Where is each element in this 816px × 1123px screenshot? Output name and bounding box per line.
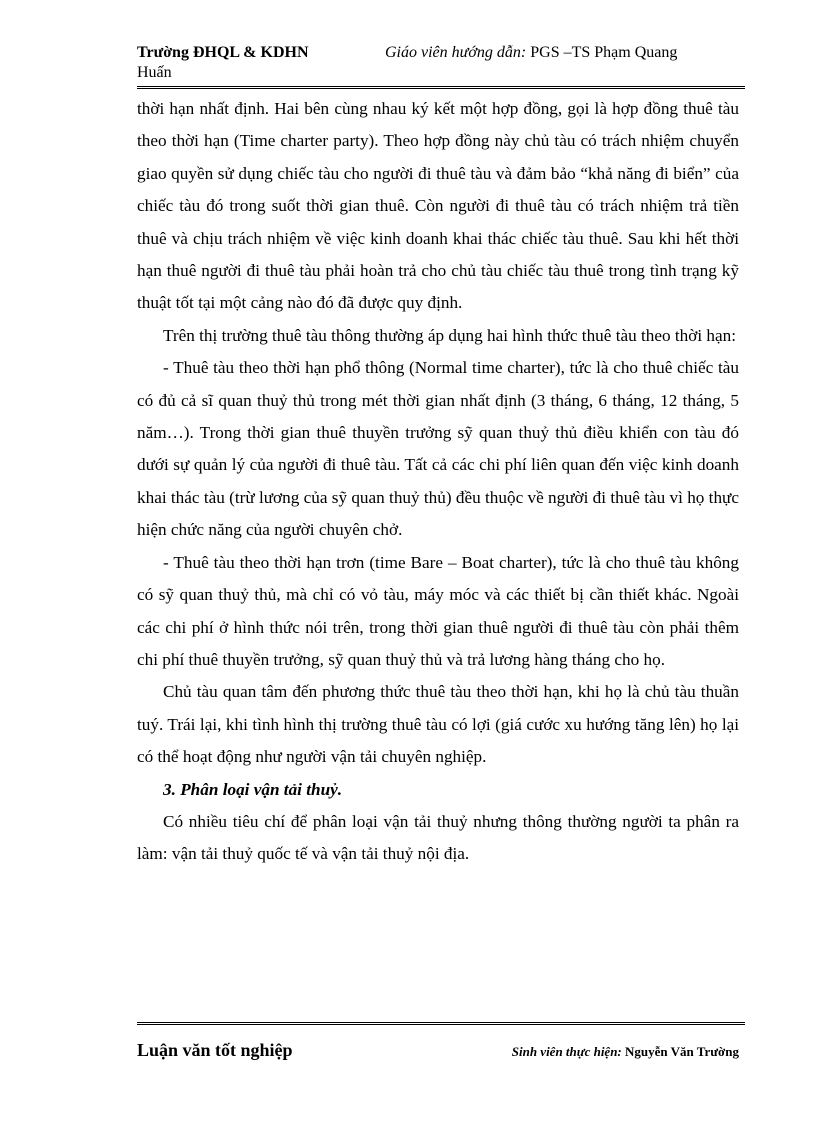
- body-paragraph-2: Trên thị trường thuê tàu thông thường áp dụng hai hình thức thuê tàu theo thời hạn:: [163, 325, 736, 345]
- header-advisor-name: PGS –TS Phạm Quang: [526, 44, 678, 61]
- header-divider: [137, 86, 745, 89]
- header-advisor: [385, 44, 677, 62]
- body-paragraph-1: thời hạn nhất định. Hai bên cùng nhau ký kết một hợp đồng, gọi là hợp đồng thuê tàu theo thời hạn (Time charter party). Theo hợp đồng này chủ tàu có trách nhiệm chuyển giao quyền sử dụng chiếc tàu cho người đi thuê tàu và đảm bảo “khả năng đi biển” của chiếc tàu đó trong suốt thời gian thuê. Còn người đi thuê tàu có trách nhiệm trả tiền thuê và chịu trách nhiệm về việc kinh doanh khai thác chiếc tàu thuê. Sau khi hết thời hạn thuê người đi thuê tàu phải hoàn trả cho chủ tàu chiếc tàu thuê trong tình trạng kỹ thuật tốt tại một cảng nào đó đã được quy định.: [137, 99, 739, 313]
- body-paragraph-4: - Thuê tàu theo thời hạn trơn (time Bare – Boat charter), tức là cho thuê tàu không có sỹ quan thuỷ thủ, mà chỉ có vỏ tàu, máy móc và các thiết bị cần thiết khác. Ngoài các chi phí ở hình thức nói trên, trong thời gian thuê người đi thuê tàu còn phải thêm chi phí thuê thuyền trưởng, sỹ quan thuỷ thủ và trả lương hàng tháng cho họ.: [137, 552, 739, 669]
- footer-divider: [137, 1022, 745, 1025]
- page-body: [137, 93, 739, 871]
- footer-thesis-title: Luận văn tốt nghiệp: [137, 1040, 293, 1060]
- page-footer: [137, 1040, 743, 1068]
- header-advisor-continuation: Huấn: [137, 64, 172, 81]
- page-header: [137, 44, 743, 84]
- header-advisor-label: Giáo viên hướng dẫn:: [385, 44, 527, 61]
- header-school-name: Trường ĐHQL & KDHN: [137, 44, 309, 61]
- footer-student-name: Nguyễn Văn Trường: [621, 1044, 739, 1059]
- body-paragraph-5: Chủ tàu quan tâm đến phương thức thuê tàu theo thời hạn, khi họ là chủ tàu thuần tuý. Trái lại, khi tình hình thị trường thuê tàu có lợi (giá cước xu hướng tăng lên) họ lại có thể hoạt động như người vận tải chuyên nghiệp.: [137, 682, 739, 767]
- footer-student: [512, 1044, 739, 1060]
- section-heading: 3. Phân loại vận tải thuỷ.: [163, 779, 343, 799]
- body-paragraph-6: Có nhiều tiêu chí để phân loại vận tải thuỷ nhưng thông thường người ta phân ra làm: vận tải thuỷ quốc tế và vận tải thuỷ nội địa.: [137, 811, 739, 864]
- body-paragraph-3: - Thuê tàu theo thời hạn phổ thông (Normal time charter), tức là cho thuê chiếc tàu có đủ cả sĩ quan thuỷ thủ trong mét thời gian nhất định (3 tháng, 6 tháng, 12 tháng, 5 năm…). Trong thời gian thuê thuyền trưởng sỹ quan thuỷ thủ điều khiển con tàu đó dưới sự quản lý của người đi thuê tàu. Tất cả các chi phí liên quan đến việc kinh doanh khai thác tàu (trừ lương của sỹ quan thuỷ thủ) đều thuộc về người đi thuê tàu vì họ thực hiện chức năng của người chuyên chở.: [137, 358, 739, 540]
- footer-student-label: Sinh viên thực hiện:: [511, 1044, 622, 1059]
